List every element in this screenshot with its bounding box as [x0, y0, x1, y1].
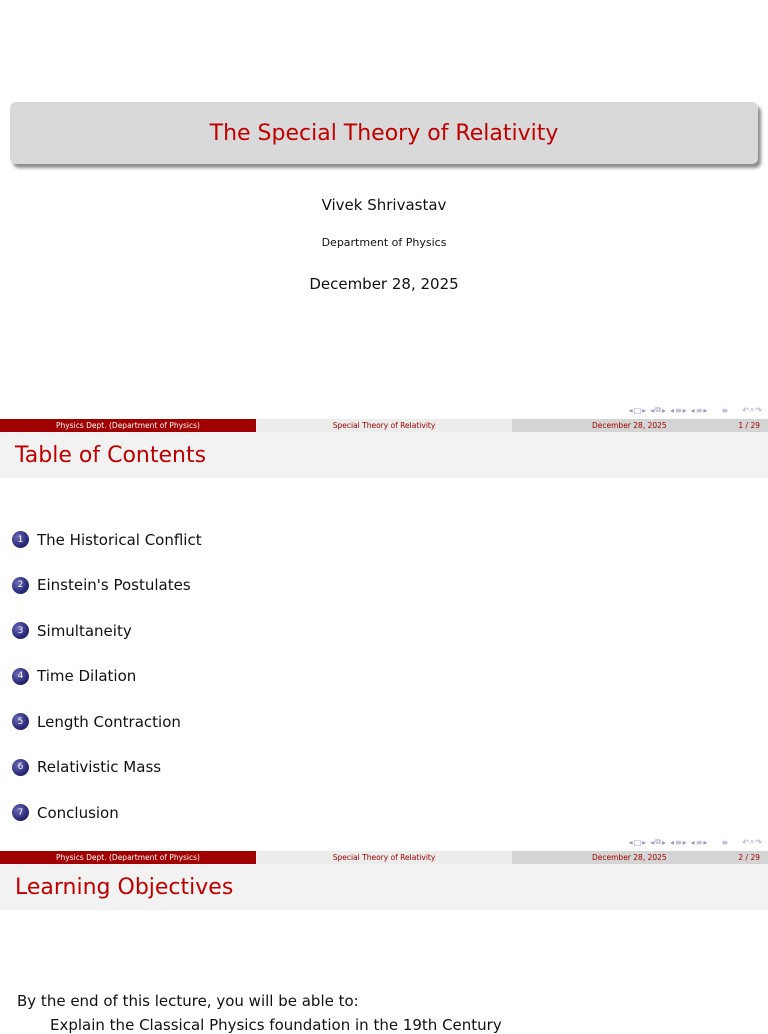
toc-number-ball: 5: [12, 713, 29, 730]
redo-icon[interactable]: ↷: [755, 837, 762, 847]
nav-next-subsection-icon[interactable]: ▸: [661, 405, 666, 415]
footline: [0, 851, 768, 864]
toc-item-label[interactable]: Simultaneity: [37, 621, 132, 640]
toc-item[interactable]: [12, 745, 202, 791]
institute-name: Department of Physics: [321, 236, 447, 249]
table-of-contents: [12, 517, 202, 836]
toc-number-ball: 2: [12, 577, 29, 594]
author-name: Vivek Shrivastav: [321, 196, 447, 214]
footline-date: December 28, 2025: [592, 421, 667, 430]
section-icon[interactable]: ≡: [674, 405, 682, 415]
nav-prev-part-icon[interactable]: ◂: [690, 405, 695, 415]
search-icon[interactable]: ⌕: [749, 405, 755, 414]
footline-date-page: [512, 851, 768, 864]
footline-date-page: [512, 419, 768, 432]
footline-date: December 28, 2025: [592, 853, 667, 862]
toc-item[interactable]: [12, 790, 202, 836]
nav-next-frame-icon[interactable]: ▸: [642, 837, 647, 847]
footline-title: Special Theory of Relativity: [256, 419, 512, 432]
footline-page-number: 1 / 29: [738, 421, 760, 430]
toc-item-label[interactable]: Relativistic Mass: [37, 758, 162, 777]
nav-prev-section-icon[interactable]: ◂: [669, 405, 674, 415]
subsection-icon[interactable]: ⧉: [655, 837, 661, 846]
frame-icon[interactable]: □: [633, 837, 642, 847]
undo-icon[interactable]: ↶: [742, 405, 749, 415]
frame-title-bar: [0, 432, 768, 478]
nav-next-part-icon[interactable]: ▸: [703, 405, 708, 415]
toc-item[interactable]: [12, 654, 202, 700]
toc-number-ball: 6: [12, 759, 29, 776]
nav-prev-frame-icon[interactable]: ◂: [628, 405, 633, 415]
toc-item[interactable]: [12, 563, 202, 609]
frame-icon[interactable]: □: [633, 405, 642, 415]
navigation-symbols: [629, 404, 762, 416]
nav-next-section-icon[interactable]: ▸: [682, 837, 687, 847]
toc-number-ball: 3: [12, 622, 29, 639]
align-icon[interactable]: ≡: [721, 405, 729, 415]
frame-title: Table of Contents: [15, 442, 207, 468]
nav-next-part-icon[interactable]: ▸: [703, 837, 708, 847]
part-icon[interactable]: ≡: [695, 405, 703, 415]
subsection-icon[interactable]: ⧉: [655, 405, 661, 414]
footline: [0, 419, 768, 432]
nav-prev-section-icon[interactable]: ◂: [669, 837, 674, 847]
title-box: [10, 102, 758, 164]
toc-item[interactable]: [12, 608, 202, 654]
search-icon[interactable]: ⌕: [749, 837, 755, 846]
nav-prev-subsection-icon[interactable]: ◂: [650, 837, 655, 847]
toc-item[interactable]: [12, 517, 202, 563]
toc-item-label[interactable]: Conclusion: [37, 803, 119, 822]
presentation-date: December 28, 2025: [309, 275, 459, 293]
undo-icon[interactable]: ↶: [742, 837, 749, 847]
toc-number-ball: 4: [12, 668, 29, 685]
footline-author: Physics Dept. (Department of Physics): [0, 851, 256, 864]
nav-prev-part-icon[interactable]: ◂: [690, 837, 695, 847]
toc-item-label[interactable]: Einstein's Postulates: [37, 576, 191, 595]
align-icon[interactable]: ≡: [721, 837, 729, 847]
toc-item[interactable]: [12, 699, 202, 745]
toc-item-label[interactable]: The Historical Conflict: [37, 530, 202, 549]
section-icon[interactable]: ≡: [674, 837, 682, 847]
part-icon[interactable]: ≡: [695, 837, 703, 847]
frame-title-bar: [0, 864, 768, 910]
toc-slide: [0, 432, 768, 864]
redo-icon[interactable]: ↷: [755, 405, 762, 415]
frame-title: Learning Objectives: [15, 874, 234, 900]
toc-number-ball: 7: [12, 804, 29, 821]
navigation-symbols: [629, 836, 762, 848]
objectives-intro: By the end of this lecture, you will be able to:: [17, 992, 359, 1010]
objective-item: Explain the Classical Physics foundation in the 19th Century: [50, 1016, 502, 1034]
nav-next-section-icon[interactable]: ▸: [682, 405, 687, 415]
nav-prev-subsection-icon[interactable]: ◂: [650, 405, 655, 415]
title-slide: [0, 0, 768, 432]
footline-author: Physics Dept. (Department of Physics): [0, 419, 256, 432]
objectives-slide: [0, 864, 768, 1034]
footline-title: Special Theory of Relativity: [256, 851, 512, 864]
nav-prev-frame-icon[interactable]: ◂: [628, 837, 633, 847]
presentation-title: The Special Theory of Relativity: [209, 120, 559, 146]
footline-page-number: 2 / 29: [738, 853, 760, 862]
nav-next-frame-icon[interactable]: ▸: [642, 405, 647, 415]
toc-item-label[interactable]: Length Contraction: [37, 712, 181, 731]
toc-item-label[interactable]: Time Dilation: [37, 667, 137, 686]
toc-number-ball: 1: [12, 531, 29, 548]
nav-next-subsection-icon[interactable]: ▸: [661, 837, 666, 847]
